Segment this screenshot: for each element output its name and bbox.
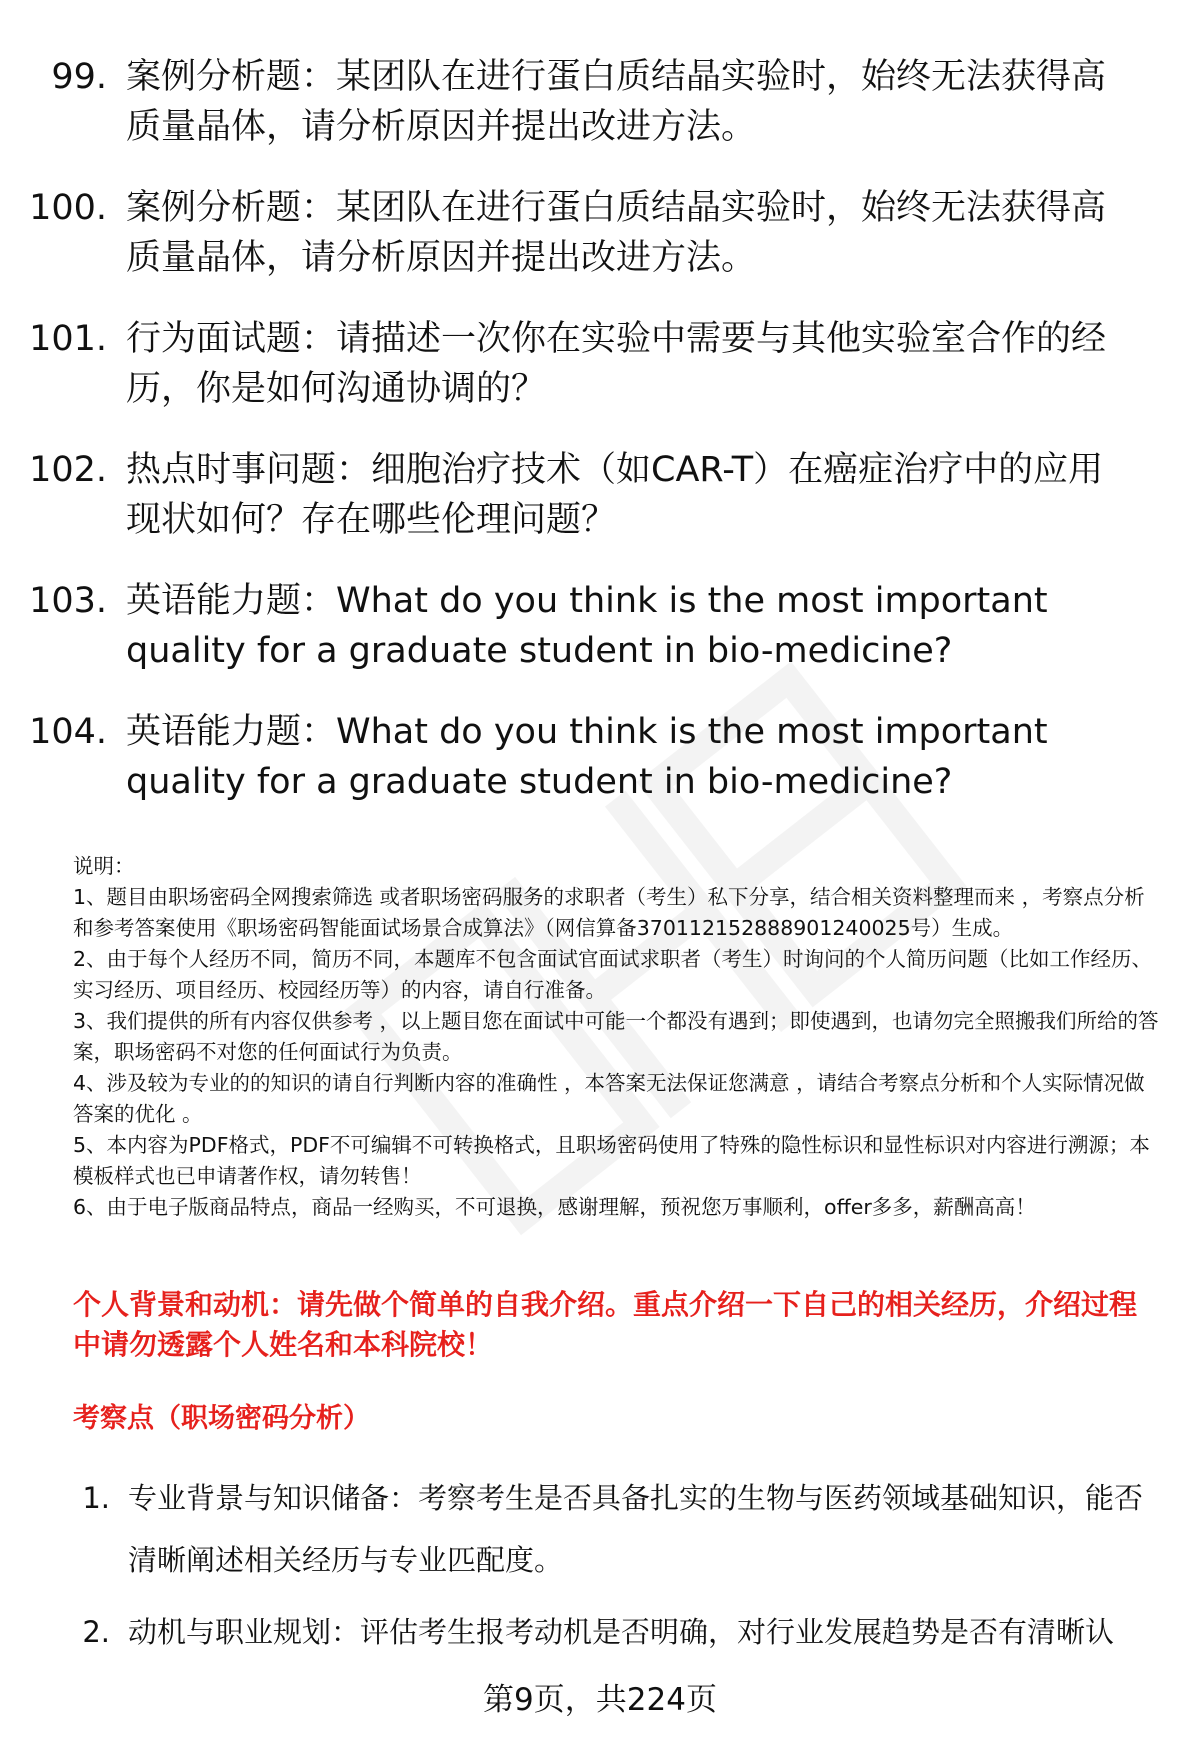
analysis-point [0, 1601, 1200, 1663]
question-item [0, 707, 1200, 807]
question-item [0, 183, 1200, 283]
note-item: 5、本内容为PDF格式，PDF不可编辑不可转换格式，且职场密码使用了特殊的隐性标识和显性标识对内容进行溯源；本模板样式也已申请著作权，请勿转售！ [73, 1133, 1150, 1188]
point-number: 2. [82, 1615, 110, 1649]
point-number: 1. [82, 1481, 110, 1515]
question-number: 100. [29, 188, 107, 228]
question-item [0, 576, 1200, 676]
question-text: 案例分析题：某团队在进行蛋白质结晶实验时，始终无法获得高质量晶体，请分析原因并提出改进方法。 [126, 188, 1107, 278]
question-item [0, 314, 1200, 414]
point-text: 动机与职业规划：评估考生报考动机是否明确，对行业发展趋势是否有清晰认 [128, 1615, 1115, 1649]
note-item: 6、由于电子版商品特点，商品一经购买，不可退换，感谢理解，预祝您万事顺利，offer多多，薪酬高高！ [73, 1195, 1036, 1219]
question-number: 104. [29, 712, 107, 752]
question-item [0, 52, 1200, 152]
featured-question: 个人背景和动机：请先做个简单的自我介绍。重点介绍一下自己的相关经历，介绍过程中请勿透露个人姓名和本科院校！ [73, 1288, 1138, 1361]
question-number: 99. [51, 57, 107, 97]
question-text: 英语能力题：What do you think is the most important quality for a graduate student in bio-medicine? [126, 581, 1048, 671]
question-list [0, 52, 1200, 838]
disclaimer-notes [73, 851, 1163, 1223]
question-number: 103. [29, 581, 107, 621]
question-item [0, 445, 1200, 545]
question-number: 101. [29, 319, 107, 359]
note-item: 1、题目由职场密码全网搜索筛选 或者职场密码服务的求职者（考生）私下分享，结合相关资料整理而来 ，考察点分析和参考答案使用《职场密码智能面试场景合成算法》（网信算备370112152888901240025号）生成。 [73, 885, 1145, 940]
analysis-points [0, 1467, 1200, 1673]
question-text: 案例分析题：某团队在进行蛋白质结晶实验时，始终无法获得高质量晶体，请分析原因并提出改进方法。 [126, 57, 1107, 147]
question-text: 行为面试题：请描述一次你在实验中需要与其他实验室合作的经历，你是如何沟通协调的？ [126, 319, 1107, 409]
analysis-title: 考察点（职场密码分析） [73, 1403, 370, 1434]
analysis-point [0, 1467, 1200, 1591]
question-text: 英语能力题：What do you think is the most important quality for a graduate student in bio-medicine? [126, 712, 1048, 802]
note-item: 4、涉及较为专业的的知识的请自行判断内容的准确性 ，本答案无法保证您满意 ，请结合考察点分析和个人实际情况做答案的优化 。 [73, 1071, 1145, 1126]
point-text: 专业背景与知识储备：考察考生是否具备扎实的生物与医药领域基础知识，能否清晰阐述相关经历与专业匹配度。 [128, 1481, 1144, 1577]
page-number: 第9页，共224页 [483, 1682, 717, 1718]
note-item: 3、我们提供的所有内容仅供参考 ，以上题目您在面试中可能一个都没有遇到；即使遇到，也请勿完全照搬我们所给的答案，职场密码不对您的任何面试行为负责。 [73, 1009, 1159, 1064]
question-number: 102. [29, 450, 107, 490]
question-text: 热点时事问题：细胞治疗技术（如CAR-T）在癌症治疗中的应用现状如何？存在哪些伦理问题？ [126, 450, 1104, 540]
note-item: 2、由于每个人经历不同，简历不同，本题库不包含面试官面试求职者（考生）时询问的个人简历问题（比如工作经历、实习经历、项目经历、校园经历等）的内容，请自行准备。 [73, 947, 1153, 1002]
notes-heading: 说明： [73, 854, 135, 878]
